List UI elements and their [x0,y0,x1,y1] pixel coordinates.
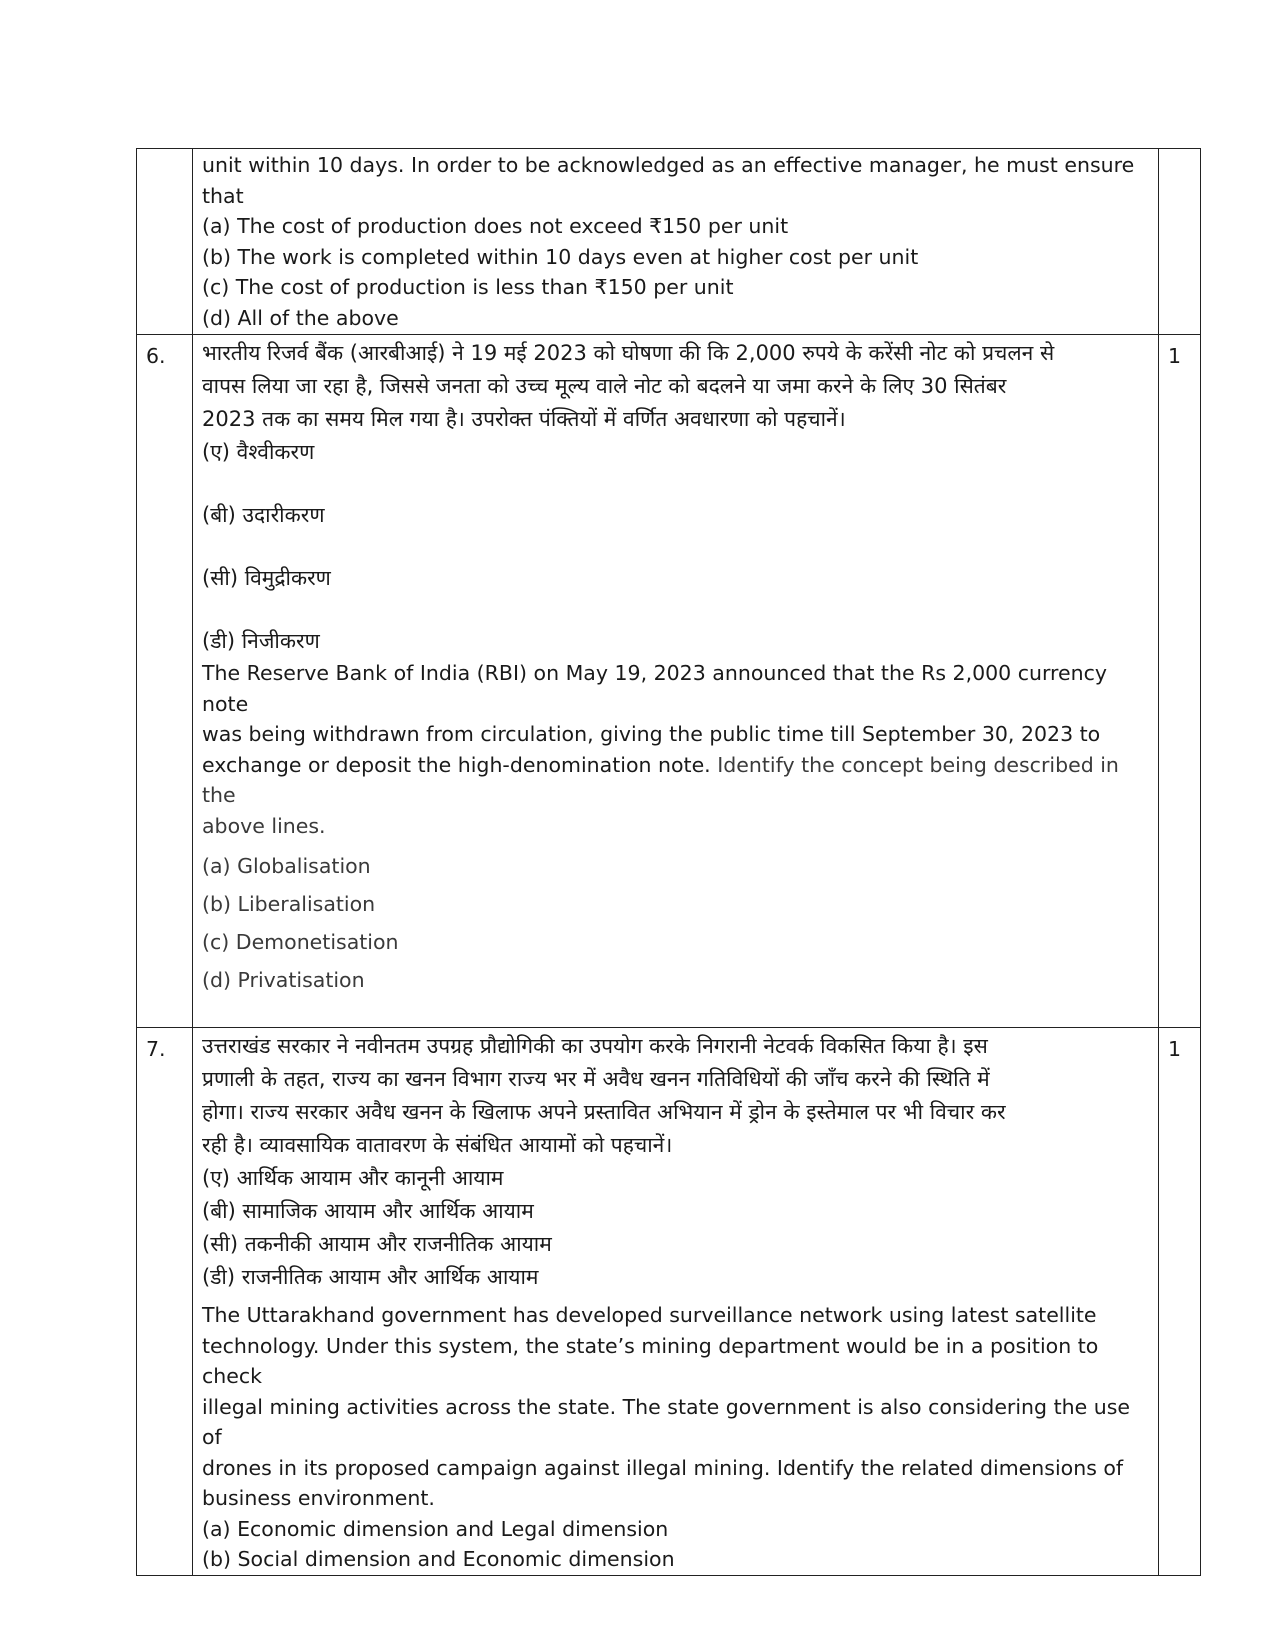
english-stem-line: exchange or deposit the high-denomination note. [202,752,711,777]
option-d: (d) All of the above [202,305,399,330]
question-number: 7. [137,1028,193,1576]
hindi-option-d: (डी) राजनीतिक आयाम और आर्थिक आयाम [202,1265,539,1289]
english-question-text: above lines. [202,813,326,838]
hindi-stem-line: प्रणाली के तहत, राज्य का खनन विभाग राज्य भर में अवैध खनन गतिविधियों की जाँच करने की स्थिति में [202,1067,990,1091]
hindi-option-a: (ए) आर्थिक आयाम और कानूनी आयाम [202,1166,504,1190]
option-a: (a) Globalisation [202,854,371,878]
hindi-option-c: (सी) विमुद्रीकरण [202,566,331,590]
option-b: (b) Liberalisation [202,892,376,916]
question-row-6 [137,335,1201,1028]
marks: 1 [1159,1028,1201,1576]
hindi-option-d: (डी) निजीकरण [202,629,320,653]
stem-line: unit within 10 days. In order to be acknowledged as an effective manager, he must ensure [202,153,1135,177]
hindi-option-a: (ए) वैश्वीकरण [202,440,315,464]
option-b: (b) The work is completed within 10 days even at higher cost per unit [202,244,919,269]
option-c: (c) The cost of production is less than ₹150 per unit [202,275,734,299]
option-a: (a) The cost of production does not exceed ₹150 per unit [202,214,789,238]
hindi-stem-line: भारतीय रिजर्व बैंक (आरबीआई) ने 19 मई 2023 को घोषणा की कि 2,000 रुपये के करेंसी नोट को प्रचलन से [202,341,1055,365]
option-a: (a) Economic dimension and Legal dimension [202,1516,669,1541]
english-stem-line: The Reserve Bank of India (RBI) on May 19, 2023 announced that the Rs 2,000 currency note [202,661,1108,716]
option-b: (b) Social dimension and Economic dimension [202,1547,675,1571]
option-c: (c) Demonetisation [202,930,399,954]
question-number-cell [137,149,193,335]
hindi-option-b: (बी) सामाजिक आयाम और आर्थिक आयाम [202,1199,534,1223]
english-stem-line: illegal mining activities across the state. The state government is also considering the use of [202,1394,1131,1449]
hindi-stem-line: रही है। व्यावसायिक वातावरण के संबंधित आयामों को पहचानें। [202,1133,673,1157]
question-table [136,148,1201,1576]
hindi-option-b: (बी) उदारीकरण [202,503,325,527]
hindi-option-c: (सी) तकनीकी आयाम और राजनीतिक आयाम [202,1232,552,1256]
question-number: 6. [137,335,193,1028]
hindi-stem-line: 2023 तक का समय मिल गया है। उपरोक्त पंक्तियों में वर्णित अवधारणा को पहचानें। [202,407,846,431]
english-stem-line: drones in its proposed campaign against illegal mining. Identify the related dimensions of [202,1455,1124,1480]
question-cell [193,335,1159,1028]
question-row-continued [137,149,1201,335]
english-stem [202,658,1150,841]
question-cell [193,149,1159,335]
english-stem-line: technology. Under this system, the state’s mining department would be in a position to check [202,1333,1099,1388]
hindi-stem-line: होगा। राज्य सरकार अवैध खनन के खिलाफ अपने प्रस्तावित अभियान में ड्रोन के इस्तेमाल पर भी विचार कर [202,1100,1006,1124]
question-cell [193,1028,1159,1576]
marks: 1 [1159,335,1201,1028]
english-stem-line: was being withdrawn from circulation, giving the public time till September 30, 2023 to [202,722,1101,746]
option-d: (d) Privatisation [202,968,365,992]
stem-line: that [202,183,244,208]
question-row-7 [137,1028,1201,1576]
english-stem [202,1300,1150,1575]
hindi-stem-line: उत्तराखंड सरकार ने नवीनतम उपग्रह प्रौद्योगिकी का उपयोग करके निगरानी नेटवर्क विकसित किया है। इस [202,1034,988,1058]
english-stem-line: business environment. [202,1486,435,1510]
hindi-stem-line: वापस लिया जा रहा है, जिससे जनता को उच्च मूल्य वाले नोट को बदलने या जमा करने के लिए 30 सितंबर [202,374,1007,398]
marks-cell [1159,149,1201,335]
english-stem-line: The Uttarakhand government has developed surveillance network using latest satellite [202,1303,1097,1327]
english-question-text: Identify the concept being described in the [202,752,1119,807]
